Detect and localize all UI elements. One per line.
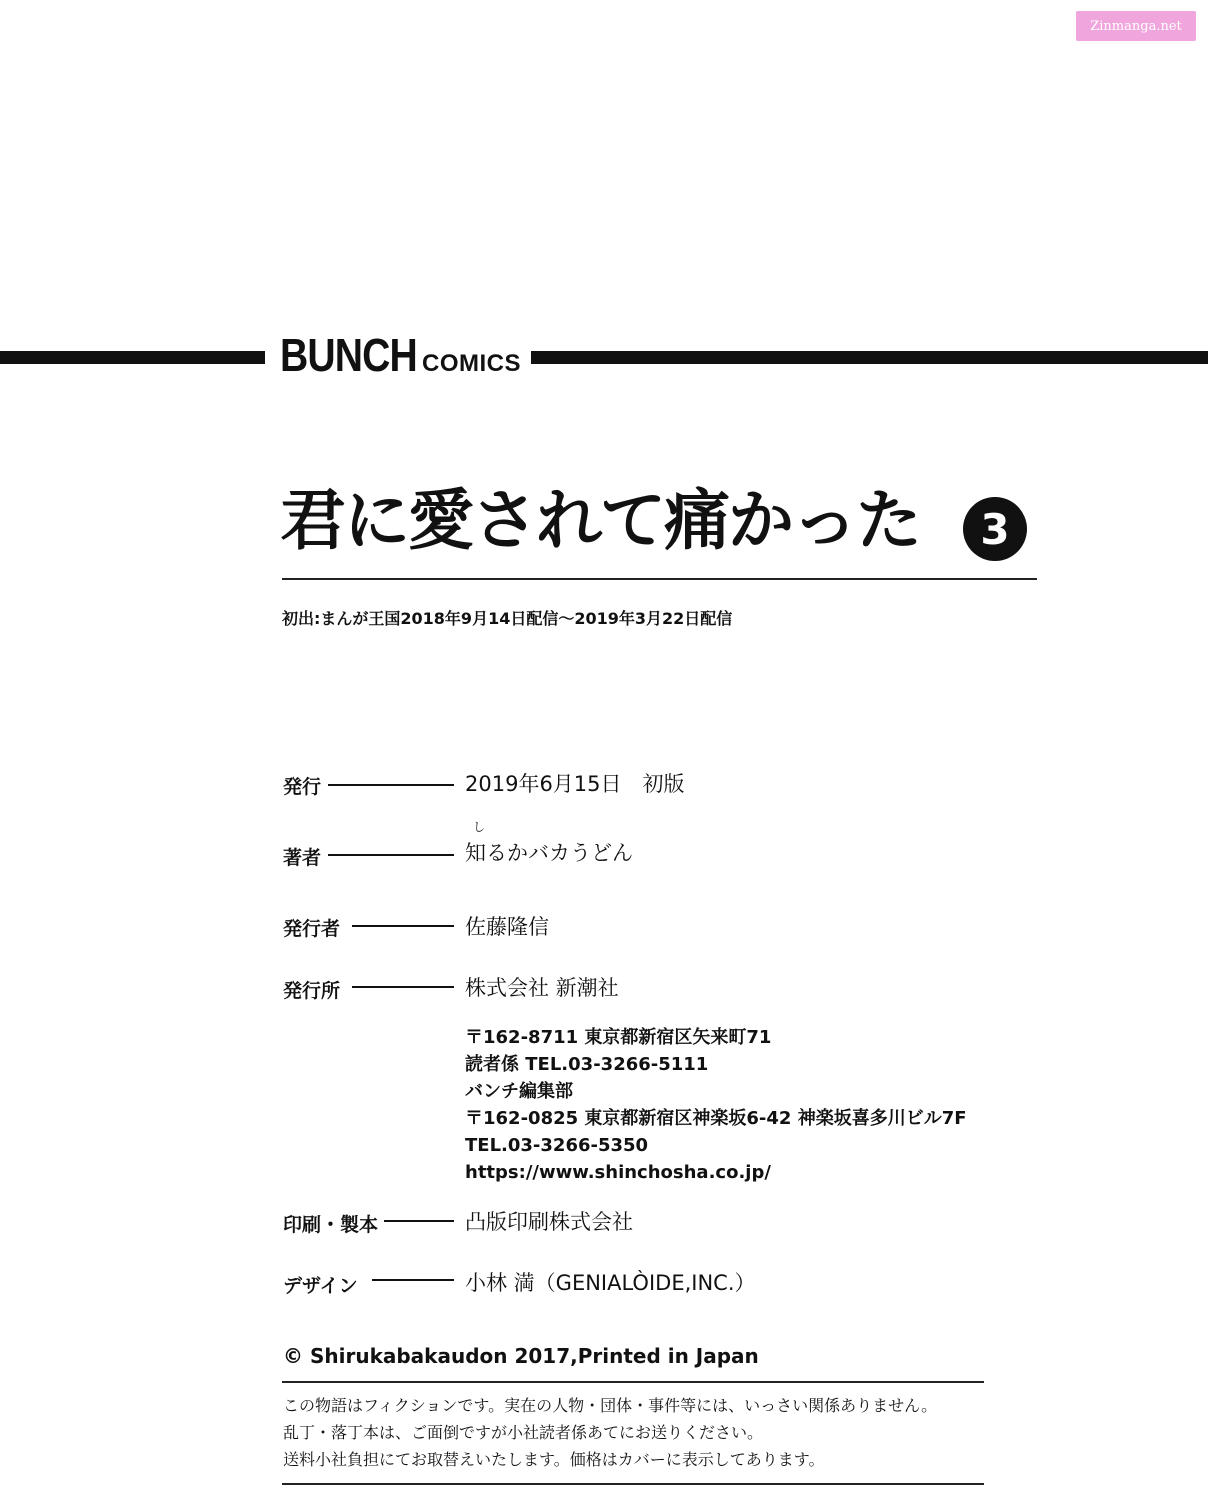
brand-comics-text: COMICS: [422, 350, 521, 377]
issue-leader-line: [328, 784, 454, 786]
copyright-line: © Shirukabakaudon 2017,Printed in Japan: [283, 1344, 759, 1368]
title-underline: [282, 578, 1037, 580]
legal-notes: [283, 1392, 937, 1473]
publisher-label: 発行所: [283, 980, 341, 1002]
address-line: 〒162-0825 東京都新宿区神楽坂6-42 神楽坂喜多川ビル7F: [465, 1108, 967, 1129]
book-title: 君に愛されて痛かった: [280, 482, 920, 559]
author-value: 知るかバカうどん: [465, 841, 633, 865]
address-line: TEL.03-3266-5350: [465, 1135, 649, 1156]
design-value: 小林 満（GENIALÒIDE,INC.）: [465, 1271, 756, 1295]
publisher-person-leader-line: [352, 925, 454, 927]
publisher-leader-line: [352, 986, 454, 988]
issue-label: 発行: [283, 776, 322, 798]
brand-bunch-text: BUNCH: [280, 329, 417, 381]
publisher-value: 株式会社 新潮社: [465, 976, 619, 1000]
legal-note-line: 送料小社負担にてお取替えいたします。価格はカバーに表示してあります。: [283, 1450, 825, 1469]
address-line: バンチ編集部: [465, 1081, 573, 1102]
address-line: 〒162-8711 東京都新宿区矢来町71: [465, 1027, 772, 1048]
header-bar-right: [531, 351, 1208, 364]
first-publication-note: 初出:まんが王国2018年9月14日配信〜2019年3月22日配信: [282, 609, 733, 628]
header-bar-left: [0, 351, 265, 364]
printing-leader-line: [384, 1220, 454, 1222]
design-leader-line: [372, 1279, 454, 1281]
notes-top-rule: [282, 1381, 984, 1383]
author-leader-line: [328, 854, 454, 856]
printing-value: 凸版印刷株式会社: [465, 1210, 633, 1234]
printing-label: 印刷・製本: [283, 1214, 379, 1236]
author-ruby: し: [473, 820, 486, 834]
notes-bottom-rule: [282, 1483, 984, 1485]
author-label: 著者: [283, 847, 322, 869]
watermark-badge: Zinmanga.net: [1076, 11, 1196, 41]
issue-value: 2019年6月15日 初版: [465, 772, 685, 796]
design-label: デザイン: [283, 1275, 358, 1297]
publisher-person-label: 発行者: [283, 918, 341, 940]
legal-note-line: この物語はフィクションです。実在の人物・団体・事件等には、いっさい関係ありません。: [283, 1396, 938, 1415]
publisher-person-value: 佐藤隆信: [465, 915, 549, 939]
legal-note-line: 乱丁・落丁本は、ご面倒ですが小社読者係あてにお送りください。: [283, 1423, 764, 1442]
address-line: https://www.shinchosha.co.jp/: [465, 1162, 771, 1183]
address-line: 読者係 TEL.03-3266-5111: [465, 1054, 709, 1075]
volume-number-badge: 3: [963, 497, 1027, 561]
publisher-address-block: [465, 1024, 967, 1186]
brand-logo: [280, 328, 521, 382]
